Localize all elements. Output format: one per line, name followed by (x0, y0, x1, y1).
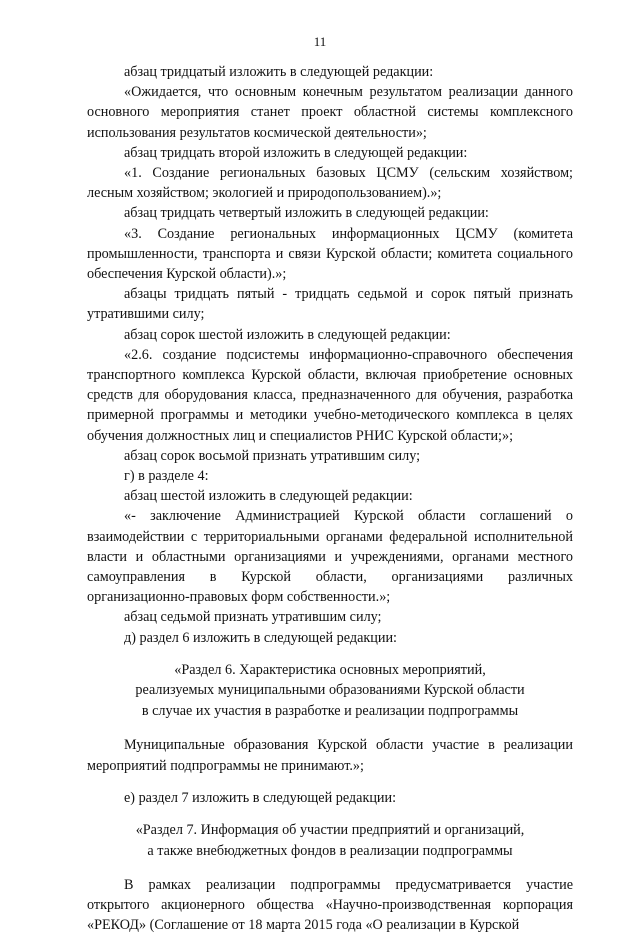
paragraph: абзац шестой изложить в следующей редакции: (124, 488, 413, 505)
section-7-text: В рамках реализации подпрограммы предусматривается участие открытого акционерного общества «Научно-производственная корпорация «РЕКОД» (Соглашение от 18 марта 2015 года «О реализации в Курской (87, 877, 573, 934)
page-number: 11 (313, 34, 327, 49)
paragraph: е) раздел 7 изложить в следующей редакции: (124, 789, 397, 806)
paragraph: абзацы тридцать пятый - тридцать седьмой и сорок пятый признать утратившими силу; (87, 286, 573, 323)
paragraph: д) раздел 6 изложить в следующей редакции: (124, 629, 397, 646)
heading-line: реализуемых муниципальными образованиями Курской области (135, 682, 525, 699)
paragraph: абзац сорок восьмой признать утратившим силу; (124, 447, 421, 464)
heading-line: «Раздел 6. Характеристика основных мероприятий, (174, 661, 486, 678)
heading-line: в случае их участия в разработке и реализации подпрограммы (141, 702, 519, 719)
document-body (87, 62, 573, 936)
section-6-text: Муниципальные образования Курской области участие в реализации мероприятий подпрограммы не принимают.»; (87, 737, 573, 774)
paragraph: абзац сорок шестой изложить в следующей редакции: (124, 326, 451, 343)
heading-line: «Раздел 7. Информация об участии предприятий и организаций, (135, 822, 525, 838)
paragraph: «2.6. создание подсистемы информационно-справочного обеспечения транспортного комплекса Курской области, включая приобретение основных средств для оборудования класса, предназначенного для обучения, разработка примерной программы и методики учебно-методического комплекса в целях обучения должностных лиц и специалистов РНИС Курской области;»; (87, 346, 573, 444)
paragraph: абзац тридцать второй изложить в следующей редакции: (124, 144, 468, 161)
paragraph: г) в разделе 4: (124, 468, 209, 485)
section-6-heading (87, 660, 573, 722)
paragraph: «- заключение Администрацией Курской области соглашений о взаимодействии с территориальными органами федеральной исполнительной власти и областными организациями и учреждениями, органами местного самоуправления в Курской области, организациями различных организационно-правовых форм собственности.»; (87, 508, 573, 606)
paragraph: «Ожидается, что основным конечным результатом реализации данного основного мероприятия станет проект областной системы комплексного использования результатов космической деятельности»; (87, 84, 573, 141)
paragraph: абзац седьмой признать утратившим силу; (124, 609, 382, 626)
paragraph: «3. Создание региональных информационных ЦСМУ (комитета промышленности, транспорта и связи Курской области; комитета социального обеспечения Курской области).»; (87, 225, 573, 283)
paragraph: «1. Создание региональных базовых ЦСМУ (сельским хозяйством; лесным хозяйством; экологией и природопользованием).»; (87, 165, 573, 202)
paragraph: абзац тридцать четвертый изложить в следующей редакции: (124, 205, 489, 222)
heading-line: а также внебюджетных фондов в реализации подпрограммы (147, 842, 513, 859)
paragraph: абзац тридцатый изложить в следующей редакции: (124, 64, 434, 80)
section-7-heading (87, 820, 573, 861)
